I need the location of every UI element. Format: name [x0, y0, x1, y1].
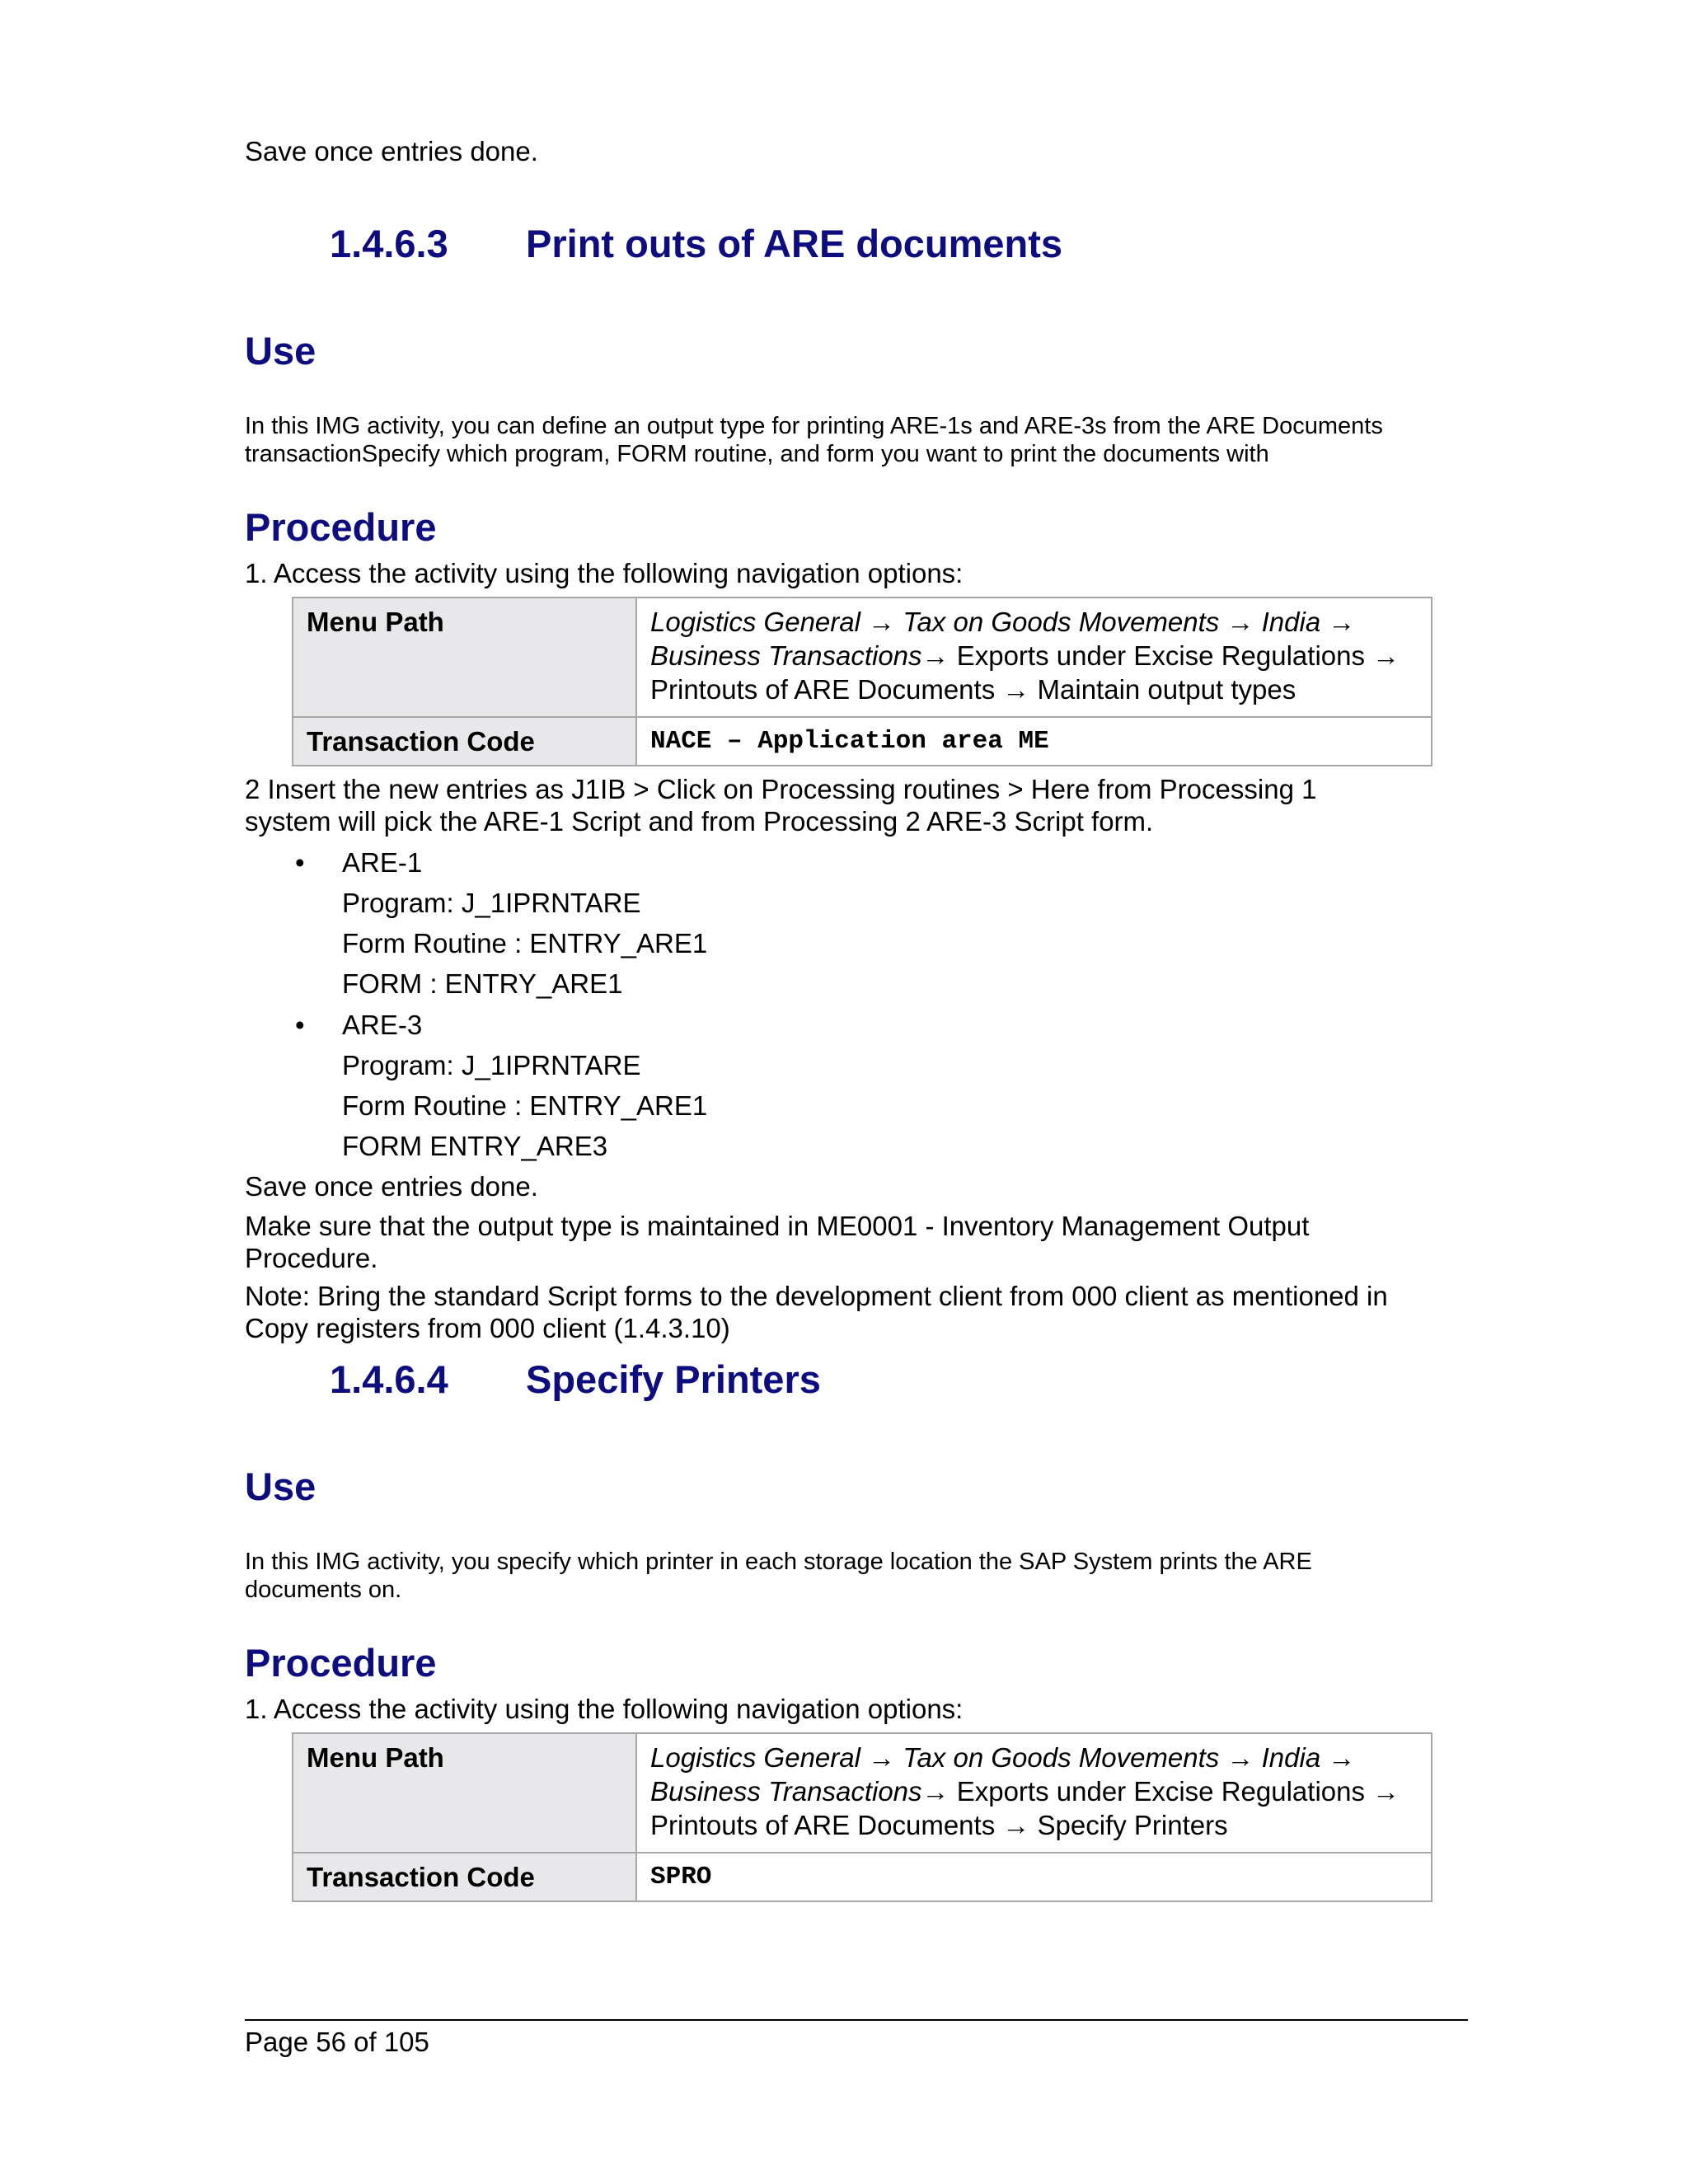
menu-path-part: Exports under Excise Regulations → [956, 1776, 1400, 1807]
bullet-form: FORM ENTRY_ARE3 [342, 1131, 608, 1161]
menu-path-part: Tax on Goods Movements [903, 1742, 1220, 1773]
bullet-program: Program: J_1IPRNTARE [342, 888, 641, 918]
use-heading: Use [245, 1465, 316, 1508]
menu-path-part: Logistics General [650, 1742, 860, 1773]
menu-path-part: Printouts of ARE Documents → Specify Printers [650, 1810, 1228, 1840]
menu-path-part: Logistics General [650, 607, 860, 637]
bullet-form-routine: Form Routine : ENTRY_ARE1 [342, 1090, 708, 1121]
make-sure-text: Procedure. [245, 1243, 378, 1273]
note-text: Note: Bring the standard Script forms to the development client from 000 client as mentioned in [245, 1281, 1388, 1311]
menu-path-part: Tax on Goods Movements [903, 607, 1220, 637]
table-row [293, 1733, 1432, 1853]
arrow-icon: → [1219, 607, 1262, 637]
arrow-icon: → [1320, 1742, 1356, 1773]
use-text-line: documents on. [245, 1577, 402, 1603]
menu-path-part: India [1261, 1742, 1321, 1773]
arrow-icon: → [921, 1776, 957, 1807]
arrow-icon: → [1219, 1742, 1262, 1773]
procedure-step-1: 1. Access the activity using the following navigation options: [245, 1694, 964, 1724]
section-title: Print outs of ARE documents [526, 222, 1063, 265]
menu-path-part: India [1261, 607, 1321, 637]
use-heading: Use [245, 329, 316, 373]
arrow-icon: → [860, 1742, 903, 1773]
procedure-step-2: 2 Insert the new entries as J1IB > Click on Processing routines > Here from Processing 1 [245, 774, 1317, 804]
menu-path-part: Exports under Excise Regulations → [956, 640, 1400, 671]
menu-path-part: Business Transactions [650, 640, 922, 671]
section-number: 1.4.6.3 [330, 222, 448, 265]
bullet-title: ARE-1 [342, 847, 423, 878]
note-text: Copy registers from 000 client (1.4.3.10) [245, 1313, 730, 1343]
section-title: Specify Printers [526, 1357, 821, 1401]
arrow-icon: → [860, 607, 903, 637]
bullet-form-routine: Form Routine : ENTRY_ARE1 [342, 928, 708, 958]
menu-path-value [636, 1733, 1432, 1853]
table-row [293, 1853, 1432, 1901]
procedure-step-2: system will pick the ARE-1 Script and from Processing 2 ARE-3 Script form. [245, 806, 1154, 837]
transaction-code-value: SPRO [636, 1853, 1432, 1901]
bullet-title: ARE-3 [342, 1010, 423, 1040]
use-text-line: In this IMG activity, you specify which printer in each storage location the SAP System prints the ARE [245, 1549, 1312, 1575]
table-row [293, 598, 1432, 717]
arrow-icon: → [1320, 607, 1356, 637]
navigation-table [292, 597, 1432, 766]
menu-path-label: Menu Path [293, 1733, 636, 1853]
procedure-heading: Procedure [245, 505, 437, 549]
transaction-code-value: NACE – Application area ME [636, 717, 1432, 766]
table-row [293, 717, 1432, 766]
menu-path-part: Printouts of ARE Documents → Maintain output types [650, 674, 1296, 705]
menu-path-value [636, 598, 1432, 717]
use-text-line: transactionSpecify which program, FORM routine, and form you want to print the documents with [245, 441, 1269, 467]
transaction-code-label: Transaction Code [293, 717, 636, 766]
save-text: Save once entries done. [245, 1171, 538, 1202]
use-text-line: In this IMG activity, you can define an output type for printing ARE-1s and ARE-3s from the ARE Documents [245, 413, 1383, 439]
make-sure-text: Make sure that the output type is maintained in ME0001 - Inventory Management Output [245, 1211, 1310, 1241]
page-number: Page 56 of 105 [245, 2027, 429, 2057]
bullet-icon: • [295, 847, 305, 878]
bullet-icon: • [295, 1010, 305, 1040]
menu-path-label: Menu Path [293, 598, 636, 717]
bullet-form: FORM : ENTRY_ARE1 [342, 968, 623, 999]
procedure-step-1: 1. Access the activity using the following navigation options: [245, 558, 964, 588]
footer-divider [245, 2019, 1468, 2021]
navigation-table [292, 1732, 1432, 1902]
procedure-heading: Procedure [245, 1641, 437, 1685]
intro-save-text: Save once entries done. [245, 136, 538, 166]
bullet-program: Program: J_1IPRNTARE [342, 1050, 641, 1080]
section-number: 1.4.6.4 [330, 1357, 448, 1401]
transaction-code-label: Transaction Code [293, 1853, 636, 1901]
arrow-icon: → [921, 640, 957, 671]
menu-path-part: Business Transactions [650, 1776, 922, 1807]
